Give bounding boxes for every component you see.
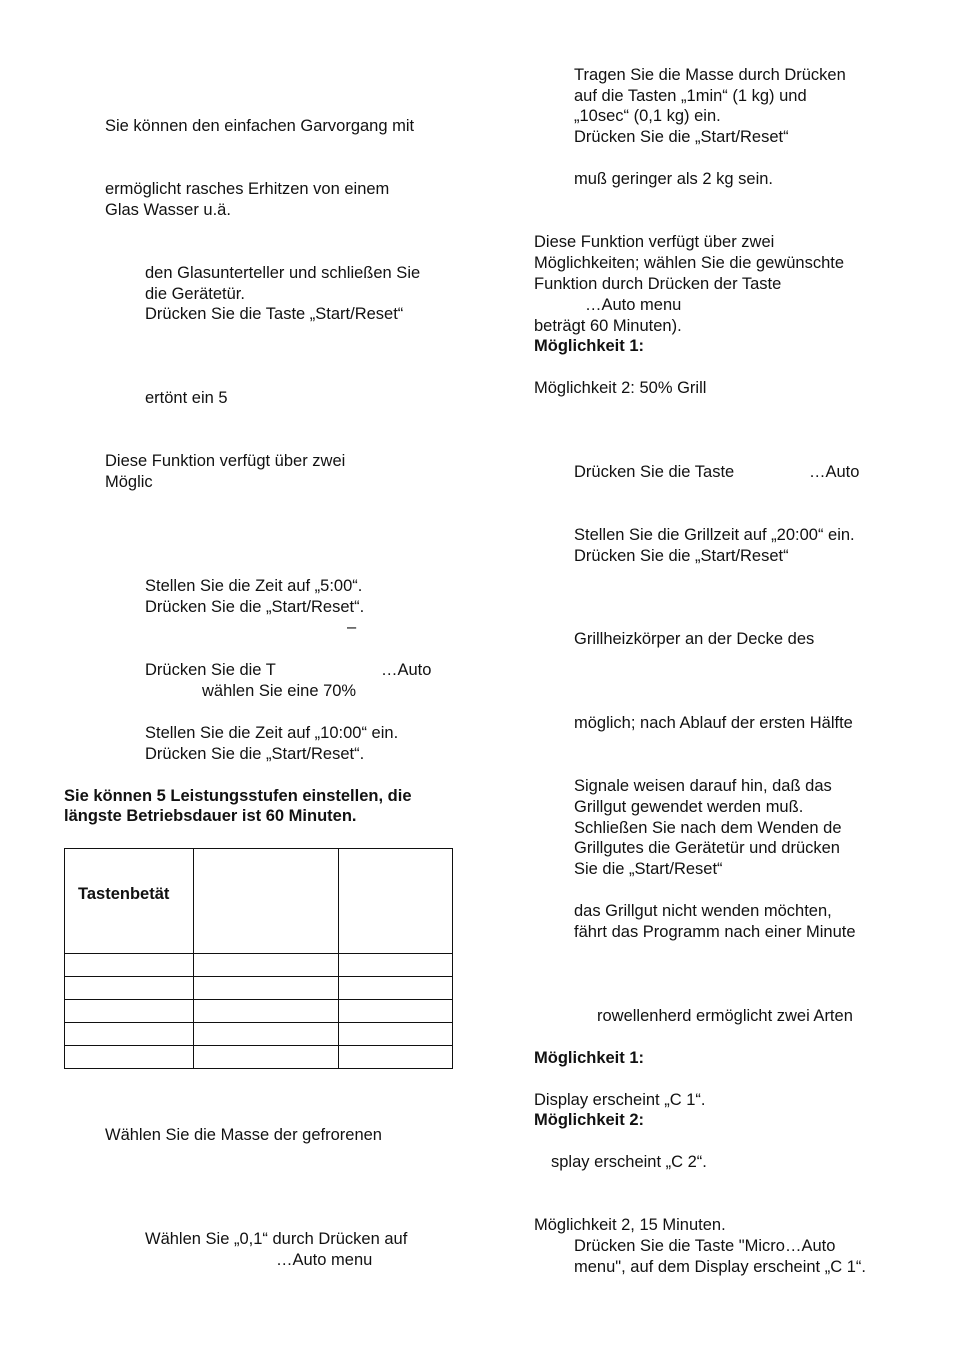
text-line: …Auto menu <box>276 1251 373 1269</box>
table-cell <box>339 954 453 977</box>
text-line: Diese Funktion verfügt über zwei <box>105 452 346 470</box>
bold-text-line: Möglichkeit 2: <box>534 1111 645 1129</box>
table-row <box>65 954 453 977</box>
text-line: rowellenherd ermöglicht zwei Arten <box>597 1007 853 1025</box>
text-line: die Gerätetür. <box>145 285 245 303</box>
text-line: Stellen Sie die Grillzeit auf „20:00“ ein. <box>574 526 855 544</box>
text-line: Display erscheint „C 1“. <box>534 1091 706 1109</box>
settings-table <box>64 848 453 1069</box>
text-line: Wählen Sie „0,1“ durch Drücken auf <box>145 1230 408 1248</box>
table-header-cell <box>194 849 339 954</box>
text-line: möglich; nach Ablauf der ersten Hälfte <box>574 714 853 732</box>
text-line: Möglic <box>105 473 153 491</box>
text-line: – <box>347 618 357 636</box>
text-line: Schließen Sie nach dem Wenden de <box>574 819 842 837</box>
table-cell <box>339 1023 453 1046</box>
table-row <box>65 977 453 1000</box>
table-cell <box>194 1046 339 1069</box>
text-line: Stellen Sie die Zeit auf „5:00“. <box>145 577 363 595</box>
text-line: Drücken Sie die Taste "Micro…Auto <box>574 1237 836 1255</box>
table-cell <box>65 1023 194 1046</box>
table-header-cell: Tastenbetät <box>65 849 194 954</box>
table-row <box>65 1000 453 1023</box>
text-line: Drücken Sie die Taste <box>574 463 735 481</box>
text-line: ertönt ein 5 <box>145 389 228 407</box>
text-line: splay erscheint „C 2“. <box>551 1153 707 1171</box>
table-header-row <box>65 849 453 954</box>
text-line: „10sec“ (0,1 kg) ein. <box>574 107 721 125</box>
text-line: beträgt 60 Minuten). <box>534 317 682 335</box>
text-line: Möglichkeiten; wählen Sie die gewünschte <box>534 254 845 272</box>
table-cell <box>65 977 194 1000</box>
table-cell <box>339 1000 453 1023</box>
text-line: Grillgutes die Gerätetür und drücken <box>574 839 840 857</box>
bold-text-line: Möglichkeit 1: <box>534 1049 645 1067</box>
table-cell <box>339 1046 453 1069</box>
text-line: Grillheizkörper an der Decke des <box>574 630 815 648</box>
text-line: Möglichkeit 2: 50% Grill <box>534 379 707 397</box>
text-line: Sie die „Start/Reset“ <box>574 860 723 878</box>
text-line: menu", auf dem Display erscheint „C 1“. <box>574 1258 866 1276</box>
bold-text-line: Sie können 5 Leistungsstufen einstellen, die <box>64 787 412 805</box>
text-line: Sie können den einfachen Garvorgang mit <box>105 117 415 135</box>
text-line: den Glasunterteller und schließen Sie <box>145 264 421 282</box>
text-line: …Auto menu <box>585 296 682 314</box>
text-line: Glas Wasser u.ä. <box>105 201 231 219</box>
table-cell <box>194 1023 339 1046</box>
text-line: auf die Tasten „1min“ (1 kg) und <box>574 87 807 105</box>
text-line: fährt das Programm nach einer Minute <box>574 923 856 941</box>
table-cell <box>194 977 339 1000</box>
text-line: Tragen Sie die Masse durch Drücken <box>574 66 846 84</box>
text-line: Drücken Sie die „Start/Reset“ <box>574 547 789 565</box>
text-line: Drücken Sie die „Start/Reset“. <box>145 598 365 616</box>
text-line: Drücken Sie die T <box>145 661 276 679</box>
text-line: Drücken Sie die Taste „Start/Reset“ <box>145 305 404 323</box>
text-line: muß geringer als 2 kg sein. <box>574 170 774 188</box>
text-line: …Auto <box>809 463 860 481</box>
text-line: Möglichkeit 2, 15 Minuten. <box>534 1216 726 1234</box>
text-line: ermöglicht rasches Erhitzen von einem <box>105 180 390 198</box>
table-header-cell <box>339 849 453 954</box>
text-line: Funktion durch Drücken der Taste <box>534 275 782 293</box>
text-line: das Grillgut nicht wenden möchten, <box>574 902 832 920</box>
table-cell <box>65 1046 194 1069</box>
text-line: Stellen Sie die Zeit auf „10:00“ ein. <box>145 724 399 742</box>
table-row <box>65 1023 453 1046</box>
table-cell <box>65 1000 194 1023</box>
text-line: Signale weisen darauf hin, daß das <box>574 777 832 795</box>
table-cell <box>194 954 339 977</box>
table-cell <box>339 977 453 1000</box>
text-line: Drücken Sie die „Start/Reset“ <box>574 128 789 146</box>
text-line: Grillgut gewendet werden muß. <box>574 798 804 816</box>
table-cell <box>194 1000 339 1023</box>
text-line: wählen Sie eine 70% <box>202 682 357 700</box>
table-row <box>65 1046 453 1069</box>
bold-text-line: Möglichkeit 1: <box>534 337 645 355</box>
text-line: Wählen Sie die Masse der gefrorenen <box>105 1126 382 1144</box>
table-cell <box>65 954 194 977</box>
text-line: Drücken Sie die „Start/Reset“. <box>145 745 365 763</box>
bold-text-line: längste Betriebsdauer ist 60 Minuten. <box>64 807 357 825</box>
text-line: Diese Funktion verfügt über zwei <box>534 233 775 251</box>
text-line: …Auto <box>381 661 432 679</box>
